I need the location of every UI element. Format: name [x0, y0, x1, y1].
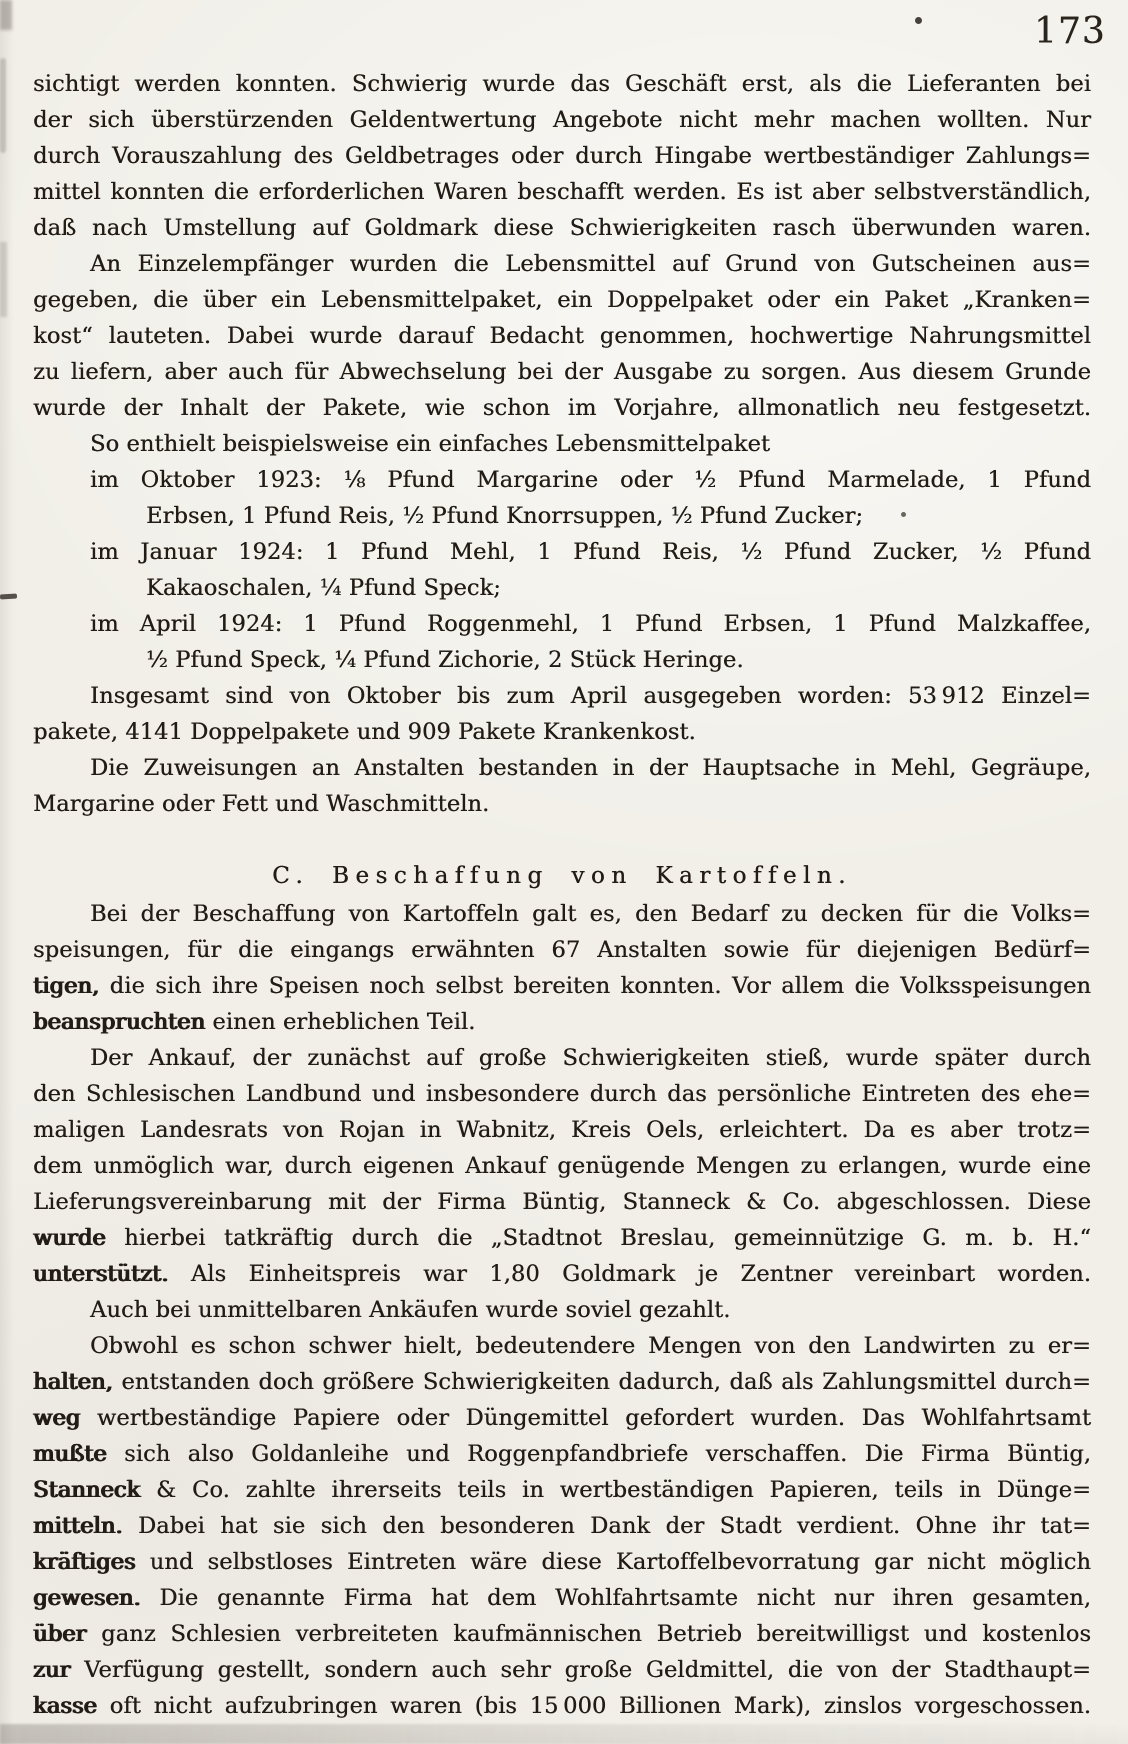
- smudged-word: mußte: [33, 1441, 107, 1467]
- scan-edge-smudge: [0, 0, 12, 30]
- text-line: Bei der Beschaffung von Kartoffeln galt es, den Bedarf zu decken für die Volks=: [90, 901, 1091, 927]
- text-line: Insgesamt sind von Oktober bis zum April ausgegeben worden: 53 912 Einzel=: [90, 683, 1091, 709]
- smudged-word: weg: [33, 1405, 81, 1431]
- text-line: Kakaoschalen, ¼ Pfund Speck;: [146, 575, 501, 601]
- text-line: Lieferungsvereinbarung mit der Firma Büntig, Stanneck & Co. abgeschlossen. Diese: [33, 1189, 1091, 1215]
- text-line: Margarine oder Fett und Waschmitteln.: [33, 791, 490, 817]
- text-line: Stanneck & Co. zahlte ihrerseits teils in wertbeständigen Papieren, teils in Dünge=: [33, 1477, 1091, 1503]
- text-line: unterstützt. Als Einheitspreis war 1,80 Goldmark je Zentner vereinbart worden.: [33, 1261, 1091, 1287]
- smudged-word: unterstützt.: [33, 1261, 169, 1287]
- text-line: maligen Landesrats von Rojan in Wabnitz, Kreis Oels, erleichtert. Da es aber trotz=: [33, 1117, 1091, 1143]
- text-line: ½ Pfund Speck, ¼ Pfund Zichorie, 2 Stück Heringe.: [146, 647, 744, 673]
- ink-speck: [0, 594, 17, 600]
- text-line: im April 1924: 1 Pfund Roggenmehl, 1 Pfund Erbsen, 1 Pfund Malzkaffee,: [90, 611, 1091, 637]
- text-line: pakete, 4141 Doppelpakete und 909 Pakete Krankenkost.: [33, 719, 696, 745]
- ink-speck: [901, 512, 906, 517]
- text-line: dem unmöglich war, durch eigenen Ankauf genügende Mengen zu erlangen, wurde eine: [33, 1153, 1091, 1179]
- text-line: wurde der Inhalt der Pakete, wie schon im Vorjahre, allmonatlich neu festgesetzt.: [33, 395, 1091, 421]
- text-line: den Schlesischen Landbund und insbesondere durch das persönliche Eintreten des ehe=: [33, 1081, 1091, 1107]
- text-block: [33, 66, 1091, 1724]
- text-line: zur Verfügung gestellt, sondern auch sehr große Geldmittel, die von der Stadthaupt=: [33, 1657, 1091, 1683]
- text-line: mittel konnten die erforderlichen Waren beschafft werden. Es ist aber selbstverständlich,: [33, 179, 1091, 205]
- text-line: Erbsen, 1 Pfund Reis, ½ Pfund Knorrsuppen, ½ Pfund Zucker;: [146, 503, 864, 529]
- smudged-word: gewesen.: [33, 1585, 141, 1611]
- text-line: halten, entstanden doch größere Schwierigkeiten dadurch, daß als Zahlungsmittel durch=: [33, 1369, 1091, 1395]
- smudged-word: zur: [33, 1657, 71, 1683]
- smudged-word: über: [33, 1621, 87, 1647]
- smudged-word: kräftiges: [33, 1549, 136, 1575]
- text-line: im Oktober 1923: ⅛ Pfund Margarine oder ½ Pfund Marmelade, 1 Pfund: [90, 467, 1091, 493]
- text-line: durch Vorauszahlung des Geldbetrages oder durch Hingabe wertbeständiger Zahlungs=: [33, 143, 1091, 169]
- text-line: weg wertbeständige Papiere oder Düngemittel gefordert wurden. Das Wohlfahrtsamt: [33, 1405, 1091, 1431]
- ink-speck: [915, 17, 922, 24]
- text-line: daß nach Umstellung auf Goldmark diese Schwierigkeiten rasch überwunden waren.: [33, 215, 1091, 241]
- text-line: Die Zuweisungen an Anstalten bestanden in der Hauptsache in Mehl, Gegräupe,: [90, 755, 1091, 781]
- text-line: beanspruchten einen erheblichen Teil.: [33, 1009, 476, 1035]
- text-line: Obwohl es schon schwer hielt, bedeutendere Mengen von den Landwirten zu er=: [90, 1333, 1091, 1359]
- smudged-word: halten,: [33, 1369, 113, 1395]
- text-line: speisungen, für die eingangs erwähnten 67 Anstalten sowie für diejenigen Bedürf=: [33, 937, 1091, 963]
- text-line: sichtigt werden konnten. Schwierig wurde das Geschäft erst, als die Lieferanten bei: [33, 71, 1091, 97]
- section-heading: C. Beschaffung von Kartoffeln.: [272, 863, 852, 889]
- scan-edge-smudge: [0, 58, 6, 153]
- text-line: der sich überstürzenden Geldentwertung Angebote nicht mehr machen wollten. Nur: [33, 107, 1091, 133]
- scan-edge-smudge: [0, 242, 7, 317]
- smudged-word: kasse: [33, 1693, 97, 1719]
- text-line: kasse oft nicht aufzubringen waren (bis 15 000 Billionen Mark), zinslos vorgeschossen.: [33, 1693, 1091, 1719]
- smudged-word: tigen,: [33, 973, 100, 999]
- text-line: An Einzelempfänger wurden die Lebensmittel auf Grund von Gutscheinen aus=: [90, 251, 1091, 277]
- scan-bottom-smear: [0, 1724, 1128, 1744]
- text-line: So enthielt beispielsweise ein einfaches Lebensmittelpaket: [90, 431, 771, 457]
- text-line: gewesen. Die genannte Firma hat dem Wohlfahrtsamte nicht nur ihren gesamten,: [33, 1585, 1091, 1611]
- text-line: mußte sich also Goldanleihe und Roggenpfandbriefe verschaffen. Die Firma Büntig,: [33, 1441, 1091, 1467]
- text-line: Der Ankauf, der zunächst auf große Schwierigkeiten stieß, wurde später durch: [90, 1045, 1091, 1071]
- text-line: wurde hierbei tatkräftig durch die „Stadtnot Breslau, gemeinnützige G. m. b. H.“: [33, 1225, 1091, 1251]
- page-number: 173: [1034, 11, 1106, 52]
- text-line: zu liefern, aber auch für Abwechselung bei der Ausgabe zu sorgen. Aus diesem Grunde: [33, 359, 1091, 385]
- smudged-word: Stanneck: [33, 1477, 141, 1503]
- text-line: Auch bei unmittelbaren Ankäufen wurde soviel gezahlt.: [90, 1297, 731, 1323]
- text-line: über ganz Schlesien verbreiteten kaufmännischen Betrieb bereitwilligst und kostenlos: [33, 1621, 1091, 1647]
- smudged-word: wurde: [33, 1225, 106, 1251]
- smudged-word: beanspruchten: [33, 1009, 206, 1035]
- text-line: kräftiges und selbstloses Eintreten wäre diese Kartoffelbevorratung gar nicht möglich: [33, 1549, 1091, 1575]
- text-line: kost“ lauteten. Dabei wurde darauf Bedacht genommen, hochwertige Nahrungsmittel: [33, 323, 1091, 349]
- smudged-word: mitteln.: [33, 1513, 123, 1539]
- text-line: gegeben, die über ein Lebensmittelpaket, ein Doppelpaket oder ein Paket „Kranken=: [33, 287, 1091, 313]
- text-line: tigen, die sich ihre Speisen noch selbst bereiten konnten. Vor allem die Volksspeisungen: [33, 973, 1091, 999]
- text-line: mitteln. Dabei hat sie sich den besonderen Dank der Stadt verdient. Ohne ihr tat=: [33, 1513, 1091, 1539]
- text-line: im Januar 1924: 1 Pfund Mehl, 1 Pfund Reis, ½ Pfund Zucker, ½ Pfund: [90, 539, 1091, 565]
